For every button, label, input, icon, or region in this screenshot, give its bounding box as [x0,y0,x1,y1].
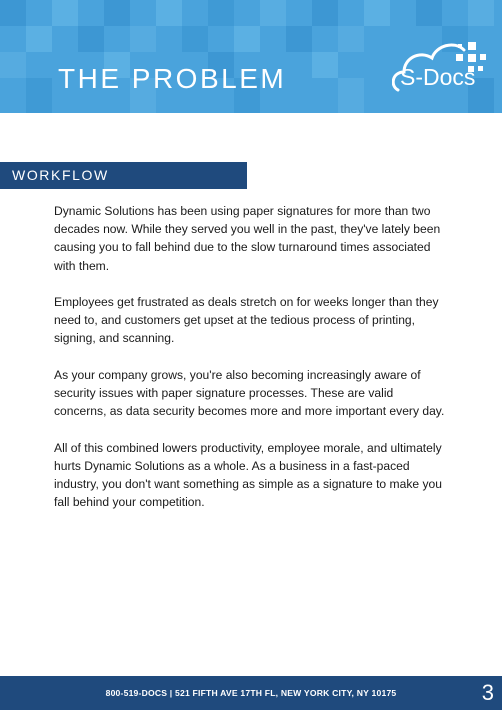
paragraph: As your company grows, you're also becoming increasingly aware of security issues with paper signature processes. These are valid concerns, as data security becomes more and more important every day. [54,367,445,419]
page-number: 3 [481,680,494,705]
logo-wordmark: S-Docs [400,64,476,90]
page-title: THE PROBLEM [58,63,287,94]
header-banner [0,0,502,113]
footer-bar [0,676,502,710]
paragraph: All of this combined lowers productivity, employee morale, and ultimately hurts Dynamic Solutions as a whole. As a business in a fast-paced industry, you don't want something as simple as a signature to make you fall behind your competition. [54,440,442,510]
s-docs-logo [392,34,488,96]
paragraph: Employees get frustrated as deals stretch on for weeks longer than they need to, and customers get upset at the tedious process of printing, signing, and scanning. [54,295,439,346]
paragraph: Dynamic Solutions has been using paper signatures for more than two decades now. While they served you well in the past, they've lately been causing you to fall behind due to the slow turnaround times associated with them. [54,204,441,273]
footer-contact: 800-519-DOCS | 521 FIFTH AVE 17TH FL, NEW YORK CITY, NY 10175 [105,688,397,698]
body-text [54,202,446,530]
section-heading: WORKFLOW INEFFICIENCIES [0,162,247,189]
